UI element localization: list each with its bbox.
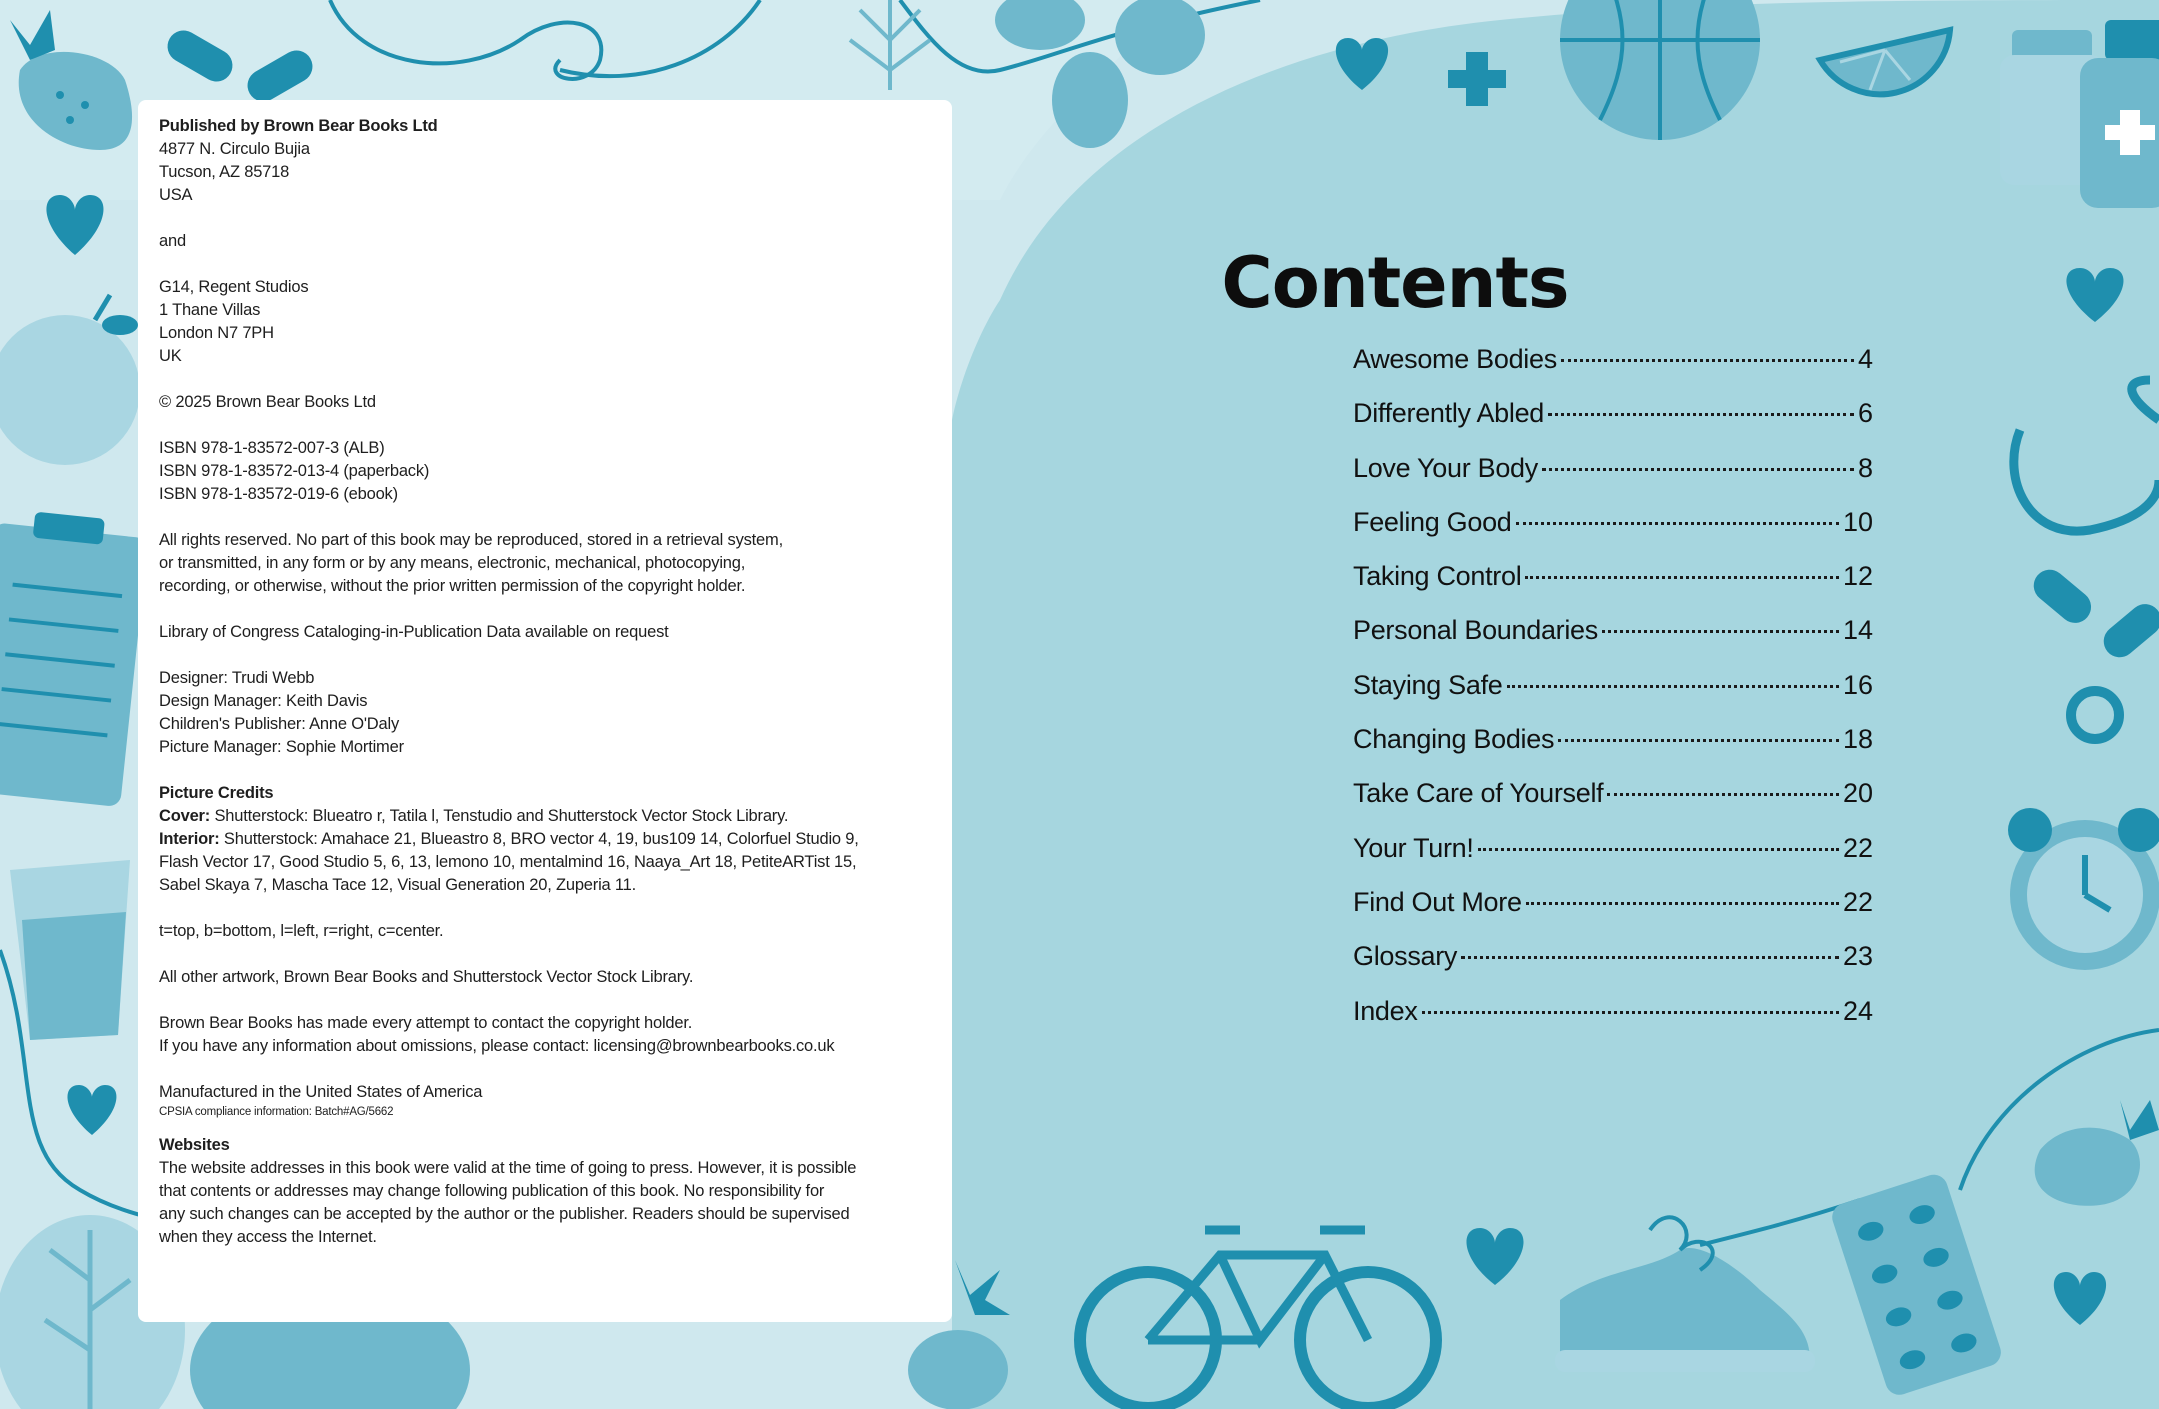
- toc-dot-leader: [1422, 1011, 1839, 1014]
- toc-entry-page: 24: [1842, 995, 1873, 1026]
- address-line: 1 Thane Villas: [159, 301, 261, 319]
- publisher-line: Published by Brown Bear Books Ltd: [159, 117, 438, 135]
- toc-entry: [1353, 887, 1873, 941]
- toc-entry-title: Index: [1353, 995, 1418, 1026]
- address-line: London N7 7PH: [159, 324, 274, 342]
- staff-credit: Design Manager: Keith Davis: [159, 692, 368, 710]
- toc-entry-page: 23: [1842, 941, 1873, 972]
- toc-entry-page: 4: [1857, 344, 1873, 374]
- toc-dot-leader: [1525, 576, 1839, 579]
- toc-entry-page: 16: [1842, 669, 1873, 700]
- toc-entry-page: 14: [1842, 615, 1873, 646]
- toc-dot-leader: [1602, 630, 1839, 633]
- interior-credit: [159, 828, 919, 851]
- cover-label: Cover:: [159, 807, 211, 825]
- websites-heading: Websites: [159, 1136, 230, 1154]
- toc-entry-title: Staying Safe: [1353, 669, 1503, 700]
- toc-dot-leader: [1507, 685, 1839, 688]
- rights-line: All rights reserved. No part of this book may be reproduced, stored in a retrieval system,: [159, 531, 783, 549]
- contents-title: Contents: [1221, 242, 1569, 324]
- toc-dot-leader: [1516, 522, 1839, 525]
- toc-dot-leader: [1478, 848, 1839, 851]
- toc-entry: [1353, 507, 1873, 561]
- toc-dot-leader: [1561, 359, 1854, 362]
- clipboard-icon: [0, 512, 148, 807]
- medicine-bottle-icon: [2000, 20, 2159, 208]
- apple-icon: [0, 295, 140, 465]
- copyright-text: [159, 115, 919, 1249]
- toc-entry-title: Your Turn!: [1353, 832, 1474, 863]
- rights-line: recording, or otherwise, without the prior written permission of the copyright holder.: [159, 577, 746, 595]
- cover-credit: [159, 805, 919, 828]
- websites-text-line: when they access the Internet.: [159, 1228, 377, 1246]
- toc-entry-title: Find Out More: [1353, 886, 1522, 917]
- toc-entry: [1353, 724, 1873, 778]
- toc-entry: [1353, 398, 1873, 452]
- address-line: 4877 N. Circulo Bujia: [159, 140, 310, 158]
- toc-entry: [1353, 778, 1873, 832]
- toc-entry-page: 10: [1842, 506, 1873, 537]
- staff-credit: Children's Publisher: Anne O'Daly: [159, 715, 399, 733]
- and-line: and: [159, 232, 186, 250]
- interior-label: Interior:: [159, 830, 220, 848]
- address-line: Tucson, AZ 85718: [159, 163, 290, 181]
- cip-line: Library of Congress Cataloging-in-Publication Data available on request: [159, 623, 669, 641]
- toc-entry: [1353, 996, 1873, 1050]
- toc-entry: [1353, 615, 1873, 669]
- other-artwork: All other artwork, Brown Bear Books and Shutterstock Vector Stock Library.: [159, 968, 694, 986]
- staff-credit: Designer: Trudi Webb: [159, 669, 315, 687]
- toc-entry: [1353, 344, 1873, 398]
- address-line: USA: [159, 186, 193, 204]
- contact-line: If you have any information about omissions, please contact: licensing@brownbearbooks.co.uk: [159, 1037, 835, 1055]
- contact-line: Brown Bear Books has made every attempt to contact the copyright holder.: [159, 1014, 693, 1032]
- toc-entry-page: 22: [1842, 832, 1873, 863]
- heart-icon: [68, 1085, 117, 1135]
- toc-entry-title: Take Care of Yourself: [1353, 778, 1604, 809]
- toc-entry: [1353, 453, 1873, 507]
- table-of-contents: [1353, 344, 1873, 1050]
- toc-entry-page: 8: [1857, 452, 1873, 483]
- websites-text-line: that contents or addresses may change following publication of this book. No responsibility for: [159, 1182, 825, 1200]
- cover-text: Shutterstock: Blueatro r, Tatila l, Tenstudio and Shutterstock Vector Stock Library.: [210, 807, 789, 825]
- isbn-line: ISBN 978-1-83572-019-6 (ebook): [159, 485, 398, 503]
- manufactured-line: Manufactured in the United States of America: [159, 1083, 483, 1101]
- toc-entry-title: Differently Abled: [1353, 398, 1545, 429]
- interior-credit-line: Flash Vector 17, Good Studio 5, 6, 13, lemono 10, mentalmind 16, Naaya_Art 18, PetiteARTist 15,: [159, 853, 857, 871]
- toc-entry-title: Feeling Good: [1353, 506, 1512, 537]
- address-line: UK: [159, 347, 182, 365]
- websites-text-line: The website addresses in this book were valid at the time of going to press. However, it is possible: [159, 1159, 857, 1177]
- websites-text-line: any such changes can be accepted by the author or the publisher. Readers should be supervised: [159, 1205, 850, 1223]
- picture-credits-heading: Picture Credits: [159, 784, 274, 802]
- toc-dot-leader: [1548, 413, 1854, 416]
- toc-entry-page: 20: [1842, 778, 1873, 809]
- toc-entry: [1353, 670, 1873, 724]
- position-key: t=top, b=bottom, l=left, r=right, c=center.: [159, 922, 444, 940]
- toc-dot-leader: [1542, 468, 1854, 471]
- toc-entry-title: Changing Bodies: [1353, 724, 1555, 755]
- toc-entry-title: Awesome Bodies: [1353, 344, 1557, 374]
- isbn-line: ISBN 978-1-83572-007-3 (ALB): [159, 439, 385, 457]
- rights-line: or transmitted, in any form or by any means, electronic, mechanical, photocopying,: [159, 554, 746, 572]
- toc-entry-title: Taking Control: [1353, 561, 1522, 592]
- toc-entry-title: Love Your Body: [1353, 452, 1538, 483]
- isbn-line: ISBN 978-1-83572-013-4 (paperback): [159, 462, 430, 480]
- toc-entry-page: 22: [1842, 886, 1873, 917]
- toc-dot-leader: [1558, 739, 1839, 742]
- toc-dot-leader: [1526, 902, 1839, 905]
- toc-entry-page: 6: [1857, 398, 1873, 429]
- toc-entry: [1353, 941, 1873, 995]
- copyright-notice: © 2025 Brown Bear Books Ltd: [159, 393, 376, 411]
- alarm-clock-icon: [2008, 808, 2159, 970]
- cpsia-line: CPSIA compliance information: Batch#AG/5662: [159, 1106, 394, 1118]
- toc-entry-page: 12: [1842, 561, 1873, 592]
- address-line: G14, Regent Studios: [159, 278, 309, 296]
- toc-entry-title: Personal Boundaries: [1353, 615, 1598, 646]
- toc-entry: [1353, 561, 1873, 615]
- staff-credit: Picture Manager: Sophie Mortimer: [159, 738, 404, 756]
- toc-entry-title: Glossary: [1353, 941, 1458, 972]
- toc-dot-leader: [1607, 793, 1839, 796]
- toc-dot-leader: [1461, 956, 1839, 959]
- interior-credit-line: Sabel Skaya 7, Mascha Tace 12, Visual Generation 20, Zuperia 11.: [159, 876, 637, 894]
- water-glass-icon: [10, 860, 130, 1040]
- heart-icon: [46, 195, 103, 255]
- interior-text: Shutterstock: Amahace 21, Blueastro 8, BRO vector 4, 19, bus109 14, Colorfuel Studio 9,: [219, 830, 859, 848]
- toc-entry: [1353, 833, 1873, 887]
- toc-entry-page: 18: [1842, 724, 1873, 755]
